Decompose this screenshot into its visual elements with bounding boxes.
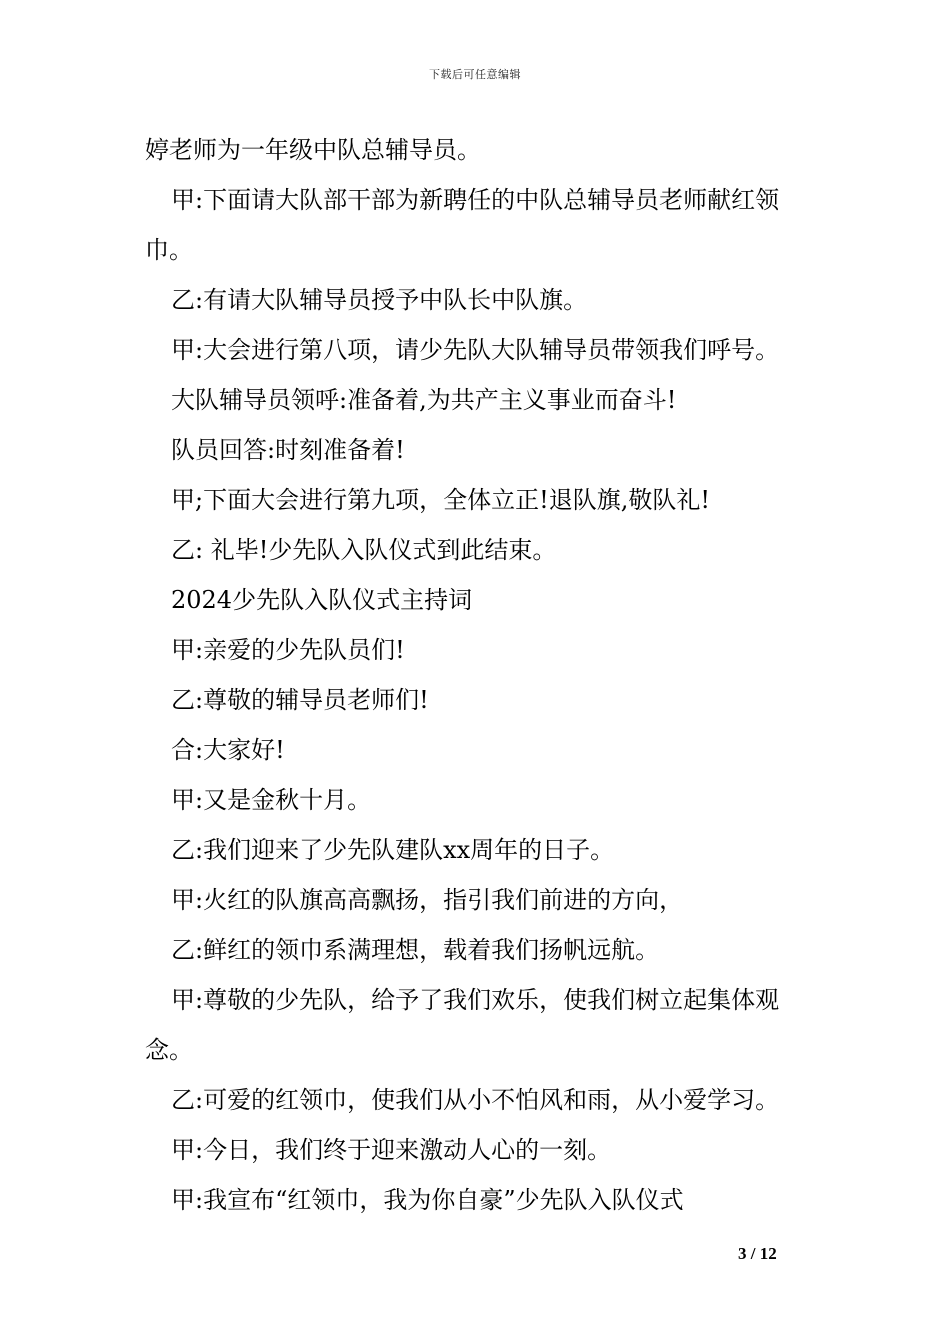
paragraph: 甲:下面请大队部干部为新聘任的中队总辅导员老师献红领巾。	[145, 186, 780, 264]
document-body	[145, 125, 815, 1225]
paragraph: 甲:火红的队旗高高飘扬，指引我们前进的方向，	[171, 886, 684, 914]
paragraph: 乙:尊敬的辅导员老师们!	[171, 686, 429, 714]
page-number: 3 / 12	[738, 1244, 777, 1263]
paragraph: 队员回答:时刻准备着!	[171, 436, 405, 464]
paragraph: 大队辅导员领呼:准备着,为共产主义事业而奋斗!	[171, 386, 677, 414]
paragraph: 婷老师为一年级中队总辅导员。	[145, 136, 481, 164]
page-header-note: 下载后可任意编辑	[429, 68, 521, 81]
paragraph: 甲:大会进行第八项，请少先队大队辅导员带领我们呼号。	[171, 336, 780, 364]
paragraph: 甲;下面大会进行第九项，全体立正!退队旗,敬队礼!	[171, 486, 711, 514]
paragraph: 甲:今日，我们终于迎来激动人心的一刻。	[171, 1136, 612, 1164]
paragraph: 甲:我宣布“红领巾，我为你自豪”少先队入队仪式	[171, 1186, 684, 1214]
paragraph: 乙:有请大队辅导员授予中队长中队旗。	[171, 286, 588, 314]
paragraph: 乙:鲜红的领巾系满理想，载着我们扬帆远航。	[171, 936, 660, 964]
paragraph: 乙:可爱的红领巾，使我们从小不怕风和雨，从小爱学习。	[171, 1086, 780, 1114]
paragraph: 乙: 礼毕!少先队入队仪式到此结束。	[171, 536, 557, 564]
paragraph: 甲:亲爱的少先队员们!	[171, 636, 405, 664]
paragraph: 乙:我们迎来了少先队建队xx周年的日子。	[171, 836, 615, 864]
paragraph: 2024少先队入队仪式主持词	[171, 586, 473, 614]
paragraph: 甲:又是金秋十月。	[171, 786, 372, 814]
paragraph: 合:大家好!	[171, 736, 285, 764]
paragraph: 甲:尊敬的少先队，给予了我们欢乐，使我们树立起集体观念。	[145, 986, 780, 1064]
